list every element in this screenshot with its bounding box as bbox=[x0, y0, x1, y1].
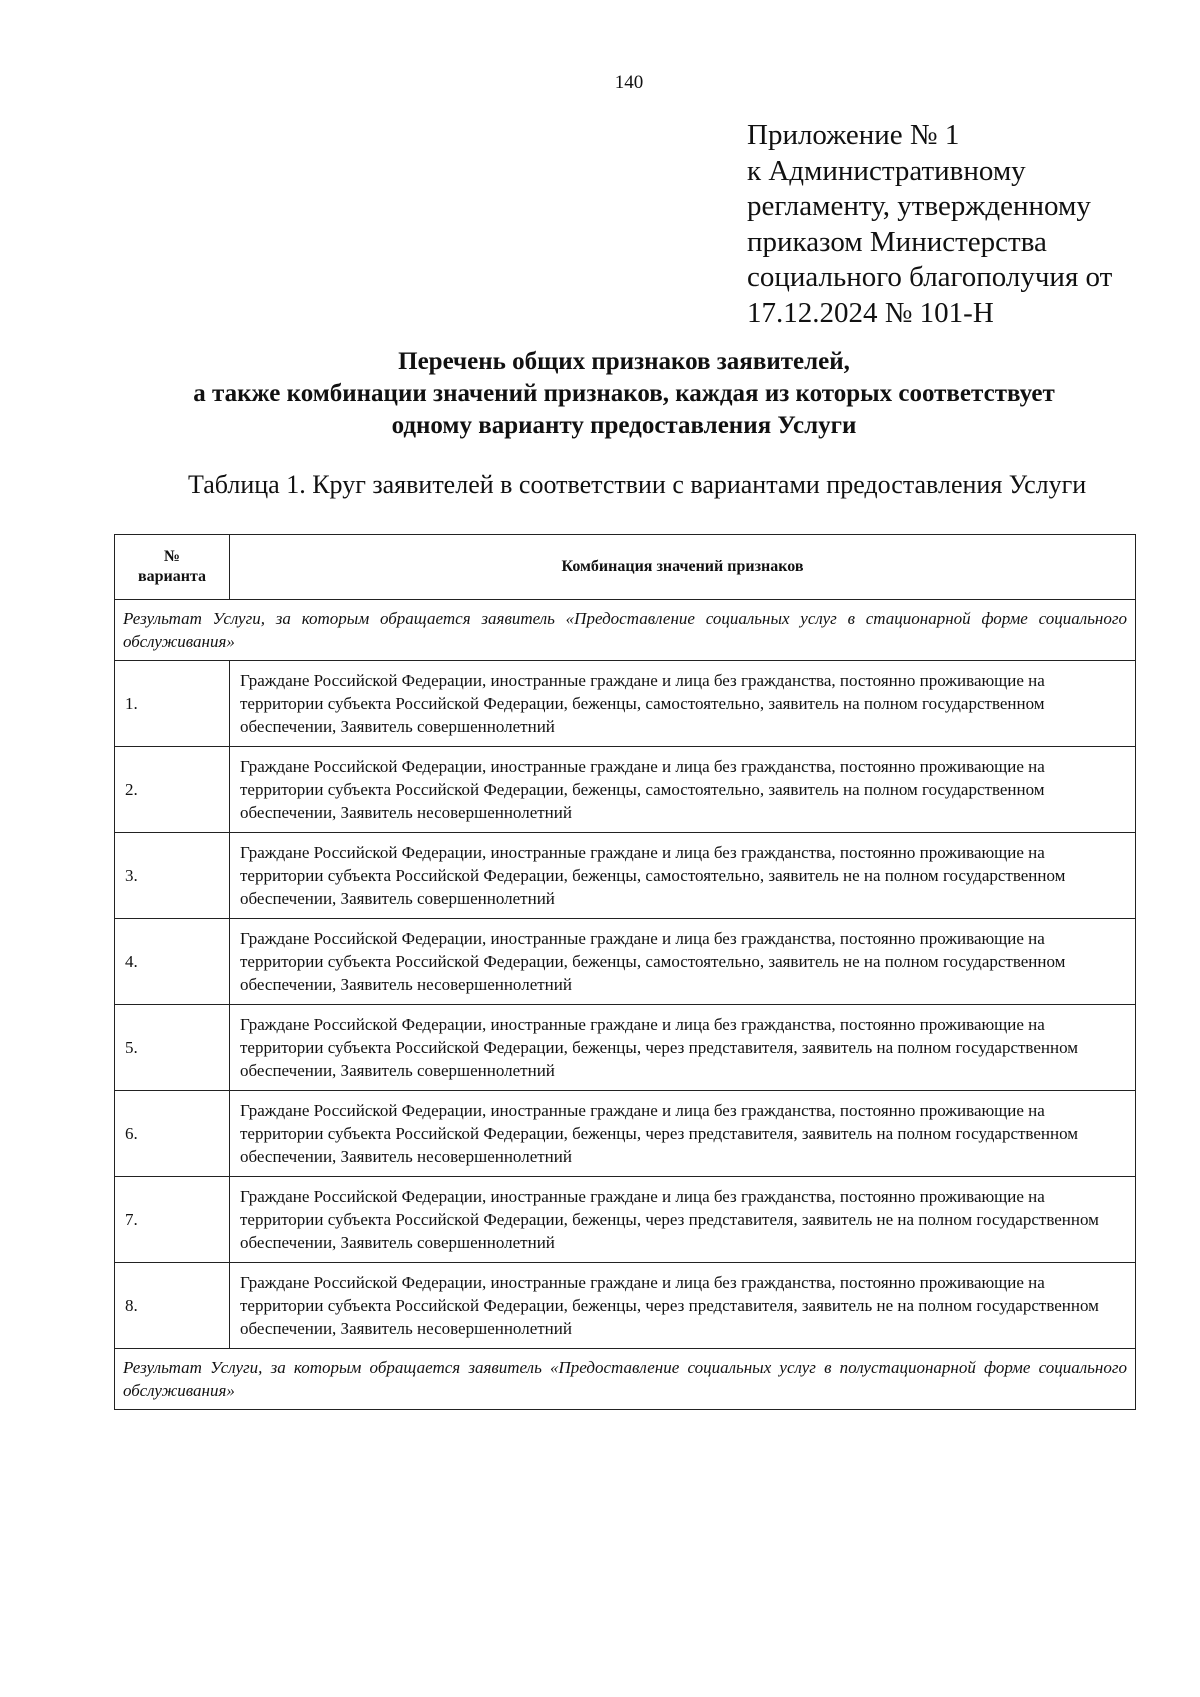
variant-combination: Граждане Российской Федерации, иностранные граждане и лица без гражданства, постоянно проживающие на территории субъекта Российской Федерации, беженцы, через представителя, заявитель на полном государственном обеспечении, Заявитель несовершеннолетний bbox=[230, 1091, 1136, 1177]
table-row bbox=[115, 661, 1136, 747]
appendix-block bbox=[747, 118, 1167, 331]
variant-combination: Граждане Российской Федерации, иностранные граждане и лица без гражданства, постоянно проживающие на территории субъекта Российской Федерации, беженцы, самостоятельно, заявитель не на полном государственном обеспечении, Заявитель несовершеннолетний bbox=[230, 919, 1136, 1005]
variant-combination: Граждане Российской Федерации, иностранные граждане и лица без гражданства, постоянно проживающие на территории субъекта Российской Федерации, беженцы, через представителя, заявитель не на полном государственном обеспечении, Заявитель несовершеннолетний bbox=[230, 1263, 1136, 1349]
table-header-row bbox=[115, 535, 1136, 600]
table-row bbox=[115, 1263, 1136, 1349]
variant-number: 4. bbox=[115, 919, 230, 1005]
table-row bbox=[115, 1091, 1136, 1177]
header-combination: Комбинация значений признаков bbox=[230, 535, 1136, 600]
table-row bbox=[115, 1177, 1136, 1263]
section-result-stationary: Результат Услуги, за которым обращается заявитель «Предоставление социальных услуг в стационарной форме социального обслуживания» bbox=[115, 600, 1136, 661]
appendix-line: 17.12.2024 № 101-Н bbox=[747, 296, 994, 329]
section-row bbox=[115, 600, 1136, 661]
table-caption: Таблица 1. Круг заявителей в соответствии с вариантами предоставления Услуги bbox=[188, 470, 1087, 499]
title-line-1: Перечень общих признаков заявителей, bbox=[398, 348, 850, 375]
variant-number: 1. bbox=[115, 661, 230, 747]
variant-combination: Граждане Российской Федерации, иностранные граждане и лица без гражданства, постоянно проживающие на территории субъекта Российской Федерации, беженцы, самостоятельно, заявитель на полном государственном обеспечении, Заявитель несовершеннолетний bbox=[230, 747, 1136, 833]
table-row bbox=[115, 747, 1136, 833]
variant-number: 7. bbox=[115, 1177, 230, 1263]
variant-combination: Граждане Российской Федерации, иностранные граждане и лица без гражданства, постоянно проживающие на территории субъекта Российской Федерации, беженцы, самостоятельно, заявитель не на полном государственном обеспечении, Заявитель совершеннолетний bbox=[230, 833, 1136, 919]
appendix-line: регламенту, утвержденному bbox=[747, 190, 1091, 222]
header-num-symbol: № bbox=[163, 548, 181, 565]
table-row bbox=[115, 1005, 1136, 1091]
title-line-2: а также комбинации значений признаков, каждая из которых соответствует bbox=[193, 380, 1055, 407]
title-line-3: одному варианту предоставления Услуги bbox=[391, 412, 857, 439]
page-number: 140 bbox=[614, 72, 644, 93]
header-variant-number bbox=[115, 535, 230, 600]
section-result-semistationary: Результат Услуги, за которым обращается заявитель «Предоставление социальных услуг в полустационарной форме социального обслуживания» bbox=[115, 1349, 1136, 1410]
section-row bbox=[115, 1349, 1136, 1410]
appendix-line: социального благополучия от bbox=[747, 261, 1113, 293]
appendix-line: Приложение № 1 bbox=[747, 119, 960, 151]
variant-number: 8. bbox=[115, 1263, 230, 1349]
variant-number: 6. bbox=[115, 1091, 230, 1177]
variant-combination: Граждане Российской Федерации, иностранные граждане и лица без гражданства, постоянно проживающие на территории субъекта Российской Федерации, беженцы, самостоятельно, заявитель на полном государственном обеспечении, Заявитель совершеннолетний bbox=[230, 661, 1136, 747]
variant-number: 3. bbox=[115, 833, 230, 919]
header-num-label: варианта bbox=[137, 568, 207, 585]
variant-combination: Граждане Российской Федерации, иностранные граждане и лица без гражданства, постоянно проживающие на территории субъекта Российской Федерации, беженцы, через представителя, заявитель на полном государственном обеспечении, Заявитель совершеннолетний bbox=[230, 1005, 1136, 1091]
appendix-line: приказом Министерства bbox=[747, 225, 1047, 258]
variants-table bbox=[114, 534, 1136, 1410]
table-row bbox=[115, 833, 1136, 919]
table-row bbox=[115, 919, 1136, 1005]
variant-number: 5. bbox=[115, 1005, 230, 1091]
variant-combination: Граждане Российской Федерации, иностранные граждане и лица без гражданства, постоянно проживающие на территории субъекта Российской Федерации, беженцы, через представителя, заявитель не на полном государственном обеспечении, Заявитель совершеннолетний bbox=[230, 1177, 1136, 1263]
appendix-line: к Административному bbox=[747, 154, 1026, 187]
document-title bbox=[114, 346, 1134, 442]
variant-number: 2. bbox=[115, 747, 230, 833]
